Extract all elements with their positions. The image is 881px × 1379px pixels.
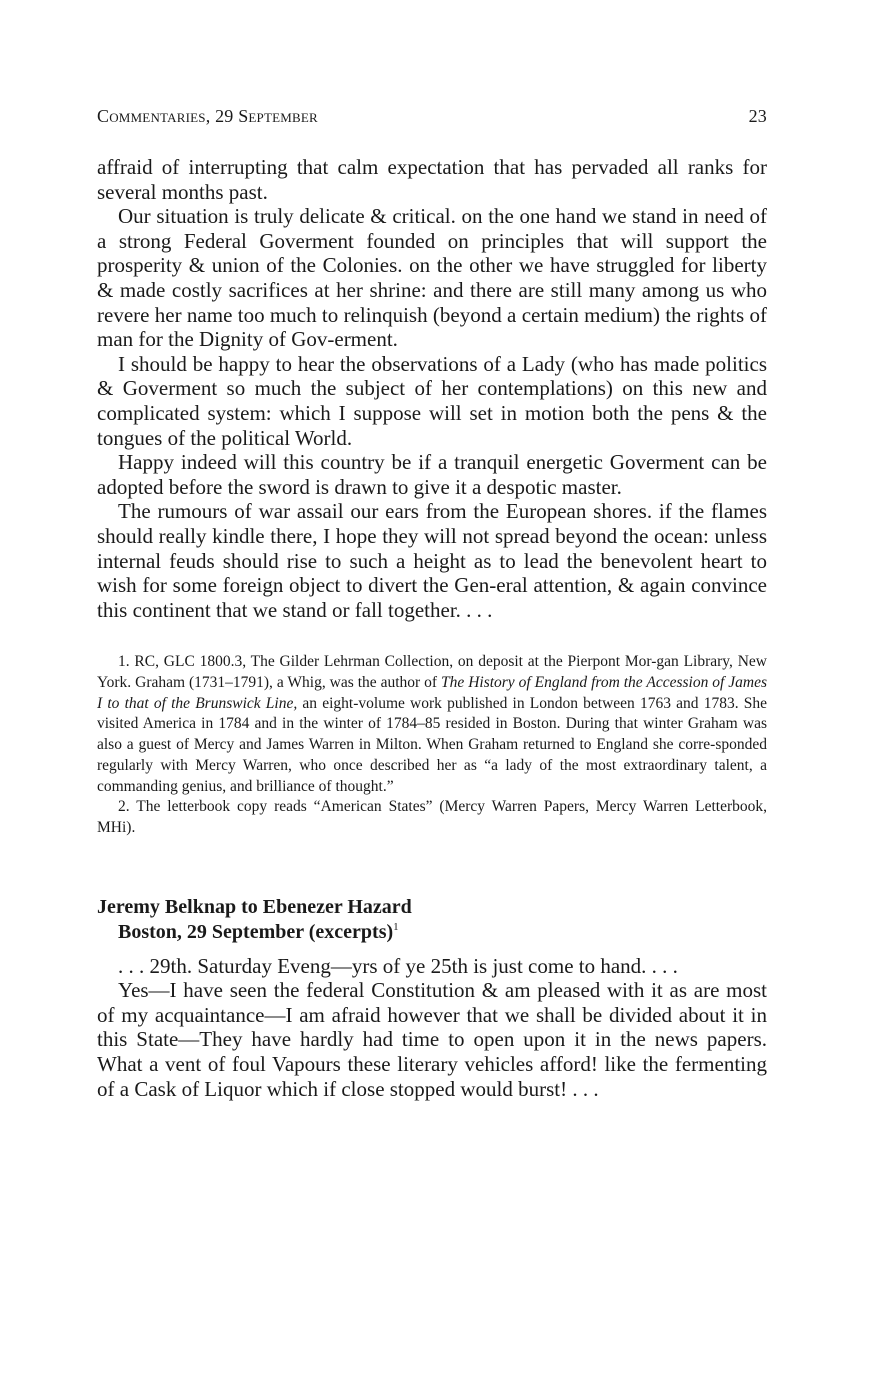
paragraph: I should be happy to hear the observations of a Lady (who has made politics & Goverment so much the subject of her contemplations) on this new and complicated system: which I suppose will set in motion both the pens & the tongues of the political World. [97, 351, 767, 450]
paragraph: . . . 29th. Saturday Eveng—yrs of ye 25th is just come to hand. . . . [118, 953, 678, 978]
paragraph: Happy indeed will this country be if a tranquil energetic Goverment can be adopted before the sword is drawn to give it a despotic master. [97, 450, 767, 499]
paragraph: affraid of interrupting that calm expectation that has pervaded all ranks for several months past. [97, 155, 767, 204]
heading-line-1: Jeremy Belknap to Ebenezer Hazard [97, 895, 412, 918]
footnote-1 [97, 652, 767, 797]
heading-line-2-text: Boston, 29 September (excerpts) [118, 920, 394, 943]
footnote-1-book-title: The History of England from the Accession of James I to that of the Brunswick Line, [97, 673, 767, 712]
footnote-reference: 1 [393, 920, 399, 933]
footnote-1-rest: an eight-volume work published in London between 1763 and 1783. She visited America in 1784 and in the winter of 1784–85 resided in Boston. During that winter Graham was also a guest of Mercy and James Warren in Milton. When Graham returned to England she corre-sponded regularly with Mercy Warren, who once described her as “a lady of the most extraordinary talent, a commanding genius, and brilliance of thought.” [97, 694, 767, 795]
letter-body-graham [97, 155, 767, 622]
page-number: 23 [748, 106, 767, 126]
footnote-1-intro: 1. RC, GLC 1800.3, The Gilder Lehrman Collection, on deposit at the Pierpont Mor-gan Library, New York. Graham (1731–1791), a Whig, was the author of [97, 653, 767, 691]
footnote-2: 2. The letterbook copy reads “American States” (Mercy Warren Papers, Mercy Warren Letterbook, MHi). [97, 798, 767, 836]
footnotes [97, 652, 767, 838]
running-title: Commentaries, 29 September [97, 106, 318, 126]
running-head [97, 104, 767, 128]
heading-line-2 [97, 920, 767, 945]
paragraph: Yes—I have seen the federal Constitution & am pleased with it as are most of my acquaintance—I am afraid however that we shall be divided about it in this State—They have hardly had time to open upon it in the news papers. What a vent of foul Vapours these literary vehicles afford! like the fermenting of a Cask of Liquor which if close stopped would burst! . . . [97, 978, 767, 1101]
paragraph: The rumours of war assail our ears from the European shores. if the flames should really kindle there, I hope they will not spread beyond the ocean: unless internal feuds should rise to such a height as to lead the benevolent heart to wish for some foreign object to divert the Gen-eral attention, & again convince this continent that we stand or fall together. . . . [97, 499, 767, 622]
letter-body-belknap [97, 954, 767, 1102]
paragraph: Our situation is truly delicate & critical. on the one hand we stand in need of a strong Federal Goverment founded on principles that will support the prosperity & union of the Colonies. on the other we have struggled for liberty & made costly sacrifices at her shrine: and there are still many among us who revere her name too much to relinquish (beyond a certain medium) the rights of man for the Dignity of Gov-erment. [97, 204, 767, 352]
section-heading [97, 895, 767, 945]
document-page [97, 104, 767, 1101]
